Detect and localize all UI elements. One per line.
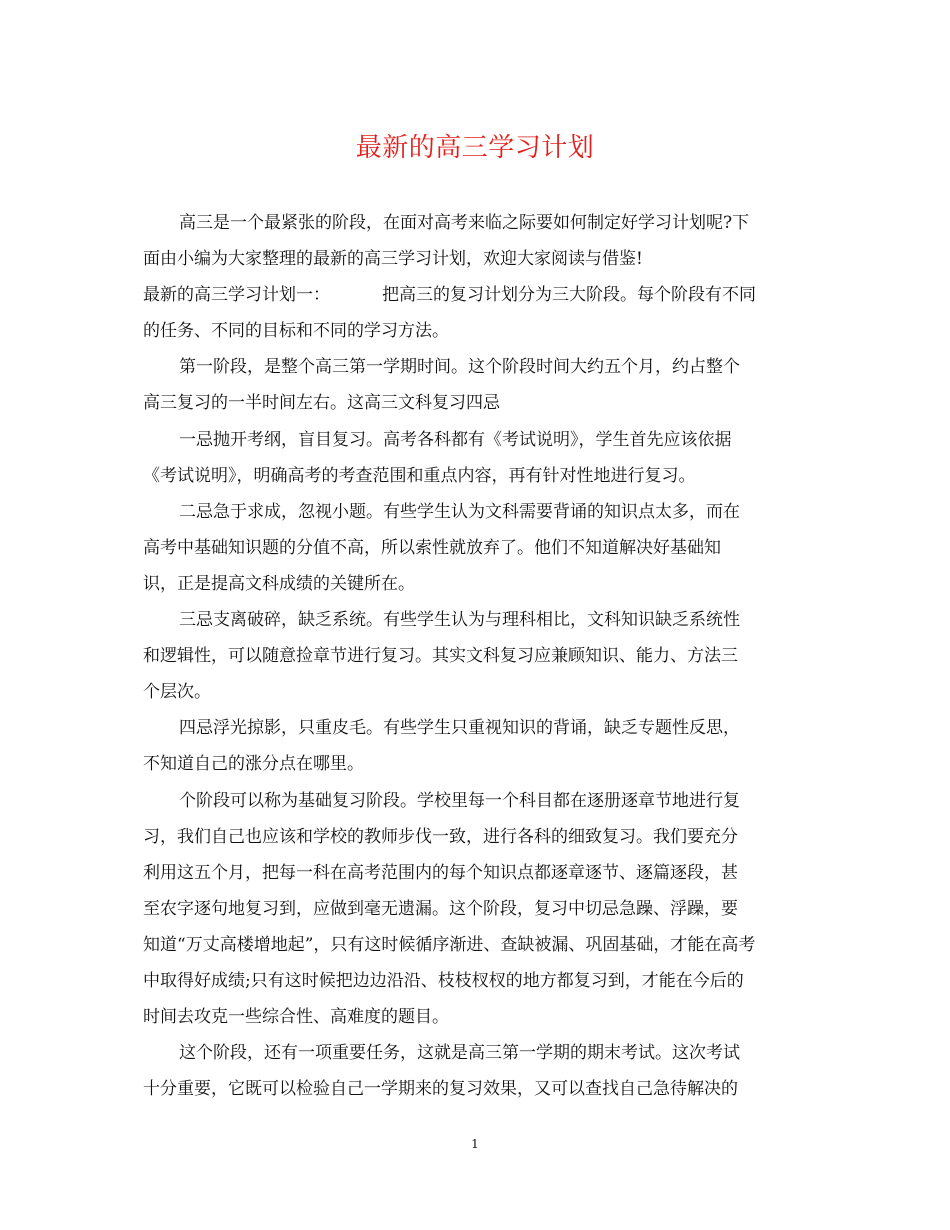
paragraph-line: 高考中基础知识题的分值不高，所以索性就放弃了。他们不知道解决好基础知 (143, 537, 721, 558)
paragraph-line: 一忌抛开考纲，盲目复习。高考各科都有《考试说明》，学生首先应该依据 (179, 429, 732, 450)
paragraph-line: 识，正是提高文科成绩的关键所在。 (143, 573, 415, 594)
paragraph-line: 四忌浮光掠影，只重皮毛。有些学生只重视知识的背诵，缺乏专题性反思， (179, 718, 740, 739)
paragraph-line: 个层次。 (143, 682, 211, 703)
page-number: 1 (471, 1137, 479, 1151)
paragraph-line: 时间去攻克一些综合性、高难度的题目。 (143, 1007, 449, 1028)
paragraph-line: 个阶段可以称为基础复习阶段。学校里每一个科目都在逐册逐章节地进行复 (179, 790, 740, 811)
paragraph-line: 的任务、不同的目标和不同的学习方法。 (143, 321, 449, 342)
paragraph-line: 三忌支离破碎，缺乏系统。有些学生认为与理科相比，文科知识缺乏系统性 (179, 610, 740, 631)
section-heading: 最新的高三学习计划一： (143, 285, 330, 306)
paragraph-line: 面由小编为大家整理的最新的高三学习计划，欢迎大家阅读与借鉴! (143, 249, 643, 270)
paragraph-line: 习，我们自己也应该和学校的教师步伐一致，进行各科的细致复习。我们要充分 (143, 826, 738, 847)
paragraph-line: 和逻辑性，可以随意捡章节进行复习。其实文科复习应兼顾知识、能力、方法三 (143, 646, 738, 667)
paragraph-text: 把高三的复习计划分为三大阶段。每个阶段有不同 (382, 285, 756, 306)
paragraph-line: 二忌急于求成，忽视小题。有些学生认为文科需要背诵的知识点太多，而在 (179, 501, 740, 522)
paragraph-line (143, 277, 813, 313)
document-title: 最新的高三学习计划 (355, 133, 595, 163)
paragraph-line: 《考试说明》，明确高考的考查范围和重点内容，再有针对性地进行复习。 (143, 465, 696, 486)
paragraph-line: 至农字逐句地复习到，应做到毫无遗漏。这个阶段，复习中切忌急躁、浮躁，要 (143, 898, 738, 919)
document-body (143, 205, 813, 1107)
paragraph-line: 不知道自己的涨分点在哪里。 (143, 754, 364, 775)
paragraph-line: 高三复习的一半时间左右。这高三文科复习四忌 (143, 393, 500, 414)
paragraph-line: 知道“万丈高楼增地起”，只有这时候循序渐进、查缺被漏、巩固基础，才能在高考 (143, 934, 756, 955)
paragraph-line: 这个阶段，还有一项重要任务，这就是高三第一学期的期末考试。这次考试 (179, 1043, 740, 1064)
paragraph-line: 十分重要，它既可以检验自己一学期来的复习效果，又可以查找自己急待解决的 (143, 1079, 738, 1100)
paragraph-line: 中取得好成绩;只有这时候把边边沿沿、枝枝杈杈的地方都复习到，才能在今后的 (143, 970, 744, 991)
paragraph-line: 高三是一个最紧张的阶段，在面对高考来临之际要如何制定好学习计划呢?下 (179, 213, 750, 233)
paragraph-line: 第一阶段，是整个高三第一学期时间。这个阶段时间大约五个月，约占整个 (179, 357, 740, 378)
paragraph-line: 利用这五个月，把每一科在高考范围内的每个知识点都逐章逐节、逐篇逐段，甚 (143, 862, 738, 883)
